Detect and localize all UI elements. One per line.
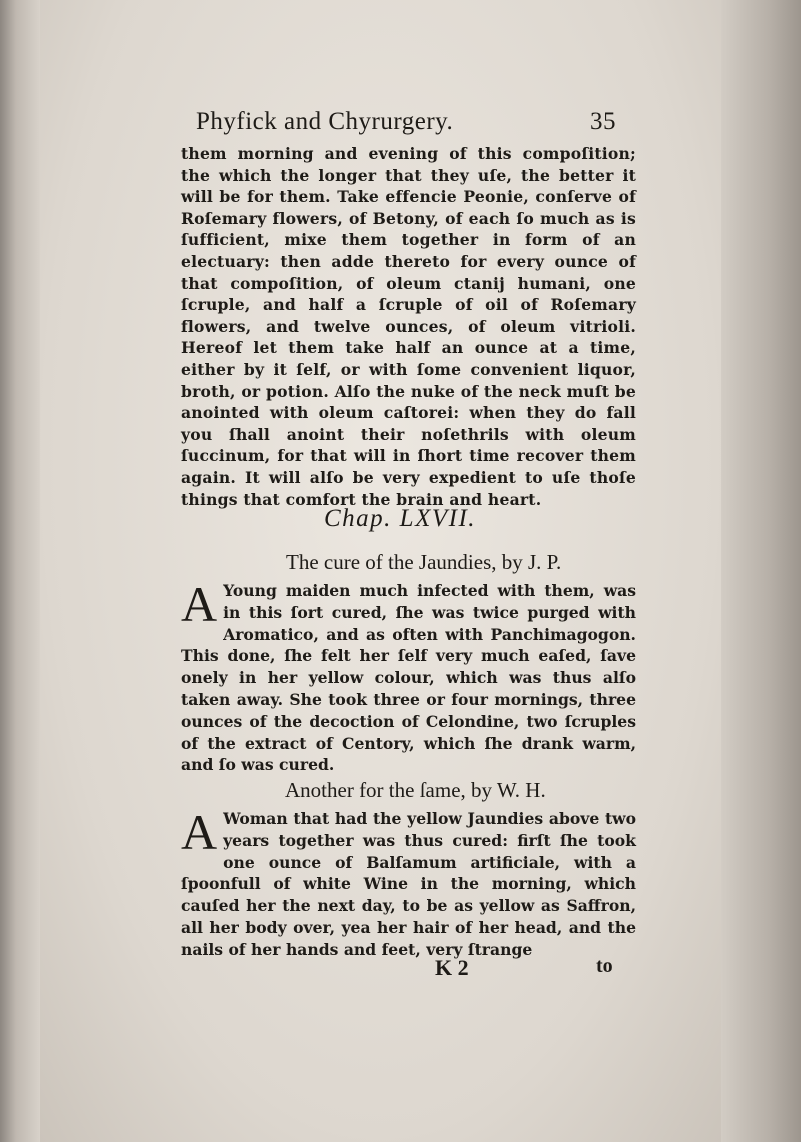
drop-cap-initial: A (181, 576, 218, 632)
chapter-subtitle: The cure of the Jaundies, by J. P. (286, 550, 562, 574)
running-header (196, 108, 616, 144)
chapter-title: Chap. LXVII. (324, 505, 477, 532)
catchword: to (596, 955, 613, 977)
paragraph-3-text: Woman that had the yellow Jaundies above two years together was thus cured: firſt ſhe took one ounce of Balſamum artificiale, with a ſpoonfull of white Wine in the morning, which cauſed her the next day, to be as yellow as Saffron, all her body over, yea her hair of her head, and the nails of her hands and feet, very ſtrange (181, 809, 636, 959)
left-page-edge (0, 0, 40, 1142)
header-title: Phyfick and Chyrurgery. (196, 108, 454, 135)
right-page-edge (721, 0, 801, 1142)
paragraph-2-text: Young maiden much infected with them, was in this ſort cured, ſhe was twice purged with Aromatico, and as often with Panchimagogon. This done, ſhe felt her ſelf very much eaſed, ſave onely in her yellow colour, which was thus alſo taken away. She took three or four mornings, three ounces of the decoction of Celondine, two ſcruples of the extract of Centory, which ſhe drank warm, and ſo was cured. (181, 581, 636, 775)
paragraph-1-text: them morning and evening of this compoſition; the which the longer that they uſe, the better it will be for them. Take effencie Peonie, conſerve of Roſemary flowers, of Betony, of each ſo much as is ſufficient, mixe them together in form of an electuary: then adde thereto for every ounce of that compoſition, of oleum ctanij humani, one ſcruple, and half a ſcruple of oil of Roſemary flowers, and twelve ounces, of oleum vitrioli. Hereof let them take half an ounce at a time, either by it ſelf, or with ſome convenient liquor, broth, or potion. Alſo the nuke of the neck muſt be anointed with oleum caſtorei: when they do fall you ſhall anoint their noſethrils with oleum ſuccinum, for that will in ſhort time recover them again. It will alſo be very expedient to uſe thoſe things that comfort the brain and heart. (181, 144, 636, 509)
drop-cap-initial-2: A (181, 804, 218, 860)
paragraph-3 (181, 804, 636, 961)
paragraph-2 (181, 576, 636, 776)
signature-mark: K 2 (435, 955, 469, 980)
section-heading: Another for the ſame, by W. H. (285, 778, 546, 802)
paragraph-1 (181, 143, 636, 510)
page-number: 35 (590, 108, 616, 135)
